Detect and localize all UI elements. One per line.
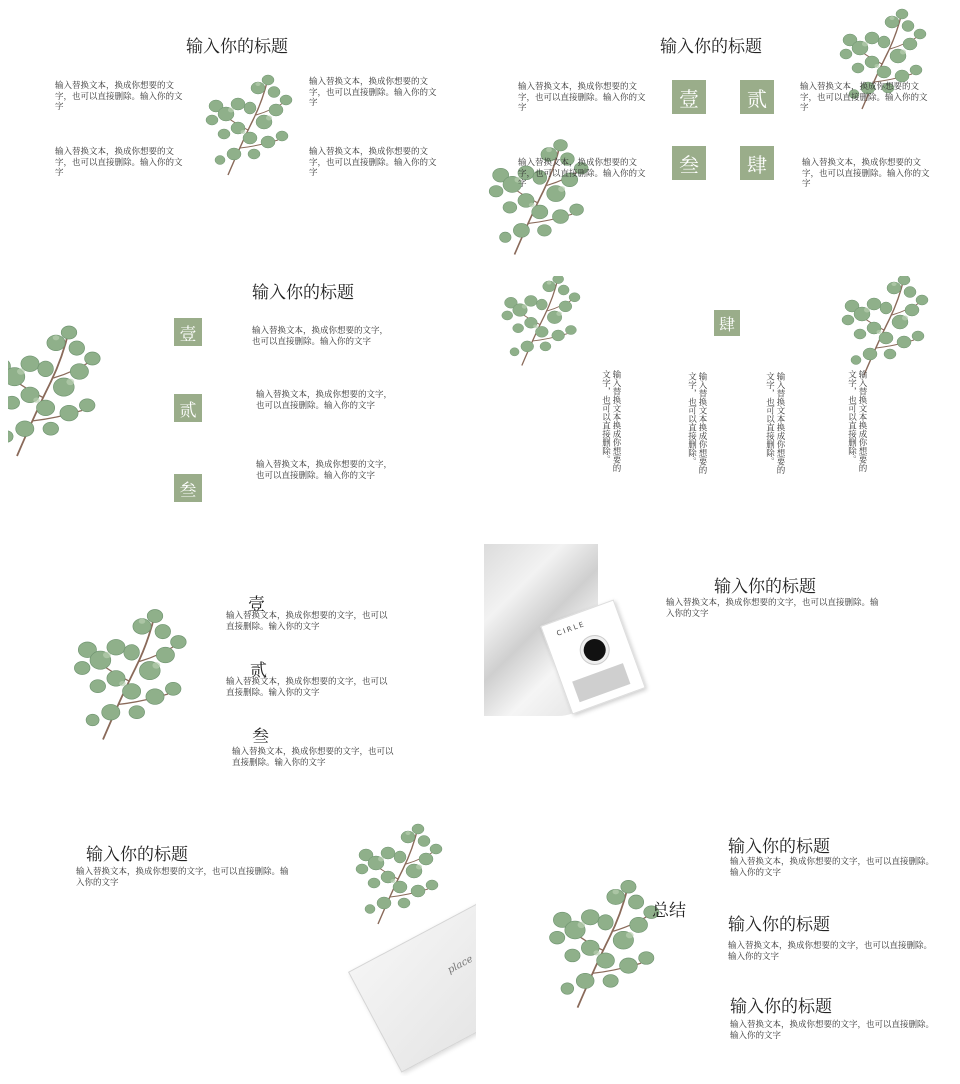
number-box: 肆 (714, 310, 740, 336)
number-box: 贰 (174, 394, 202, 422)
body-text: 输入替换文本，换成你想要的文字，也可以直接删除。输入你的文字 (226, 677, 388, 698)
body-text: 输入替换文本，换成你想要的文字，也可以直接删除。输入你的文字 (730, 857, 935, 878)
number-box: 叁 (672, 146, 706, 180)
slide-8 (484, 812, 952, 1076)
eucalyptus-icon (198, 70, 298, 180)
vertical-text: 输入替换文本换成你想要的文字，也可以直接删除。 (600, 370, 621, 472)
item-number: 壹 (248, 595, 265, 615)
eucalyptus-icon (484, 276, 600, 370)
eucalyptus-icon (484, 132, 595, 262)
vertical-text: 输入替换文本换成你想要的文字，也可以直接删除。 (686, 372, 707, 474)
slide-1 (8, 8, 476, 266)
slide-title: 输入你的标题 (252, 283, 354, 303)
slide-title: 输入你的标题 (714, 577, 816, 597)
eucalyptus-icon (538, 874, 668, 1014)
item-title: 输入你的标题 (728, 837, 830, 857)
body-text: 输入替换文本，换成你想要的文字，也可以直接删除。输入你的文字 (55, 81, 183, 112)
slide-6 (484, 544, 952, 802)
body-text: 输入替换文本，换成你想要的文字，也可以直接删除。输入你的文字 (232, 747, 394, 768)
body-text: 输入替换文本，换成你想要的文字，也可以直接删除。输入你的文字 (728, 941, 933, 962)
vertical-text: 输入替换文本换成你想要的文字，也可以直接删除。 (846, 370, 867, 472)
slide-7 (8, 812, 476, 1076)
eucalyptus-icon (64, 602, 194, 747)
slide-title: 输入你的标题 (186, 37, 288, 57)
notebook-label: place (445, 953, 475, 977)
item-title: 输入你的标题 (730, 997, 832, 1017)
item-title: 输入你的标题 (728, 915, 830, 935)
vertical-text: 输入替换文本换成你想要的文字，也可以直接删除。 (764, 372, 785, 474)
slide-5 (8, 544, 476, 802)
eucalyptus-icon (8, 306, 108, 476)
body-text: 输入替换文本，换成你想要的文字，也可以直接删除。输入你的文字 (666, 598, 879, 619)
body-text: 输入替换文本，换成你想要的文字，也可以直接删除。输入你的文字 (256, 390, 393, 411)
item-number: 叁 (252, 727, 269, 747)
eucalyptus-icon (824, 276, 944, 380)
body-text: 输入替换文本，换成你想要的文字，也可以直接删除。输入你的文字 (800, 82, 928, 113)
number-box: 肆 (740, 146, 774, 180)
number-box: 贰 (740, 80, 774, 114)
coffee-cup-icon (577, 632, 613, 668)
card-label: CIRLE (555, 619, 587, 638)
body-text: 输入替换文本，换成你想要的文字，也可以直接删除。输入你的文字 (309, 147, 437, 178)
body-text: 输入替换文本，换成你想要的文字，也可以直接删除。输入你的文字 (256, 460, 393, 481)
number-box: 壹 (174, 318, 202, 346)
slide-title: 输入你的标题 (660, 37, 762, 57)
eucalyptus-icon (348, 814, 448, 934)
slide-2 (484, 8, 952, 266)
body-text: 输入替换文本，换成你想要的文字，也可以直接删除。输入你的文字 (518, 158, 646, 189)
item-number: 贰 (250, 661, 267, 681)
body-text: 输入替换文本，换成你想要的文字，也可以直接删除。输入你的文字 (802, 158, 930, 189)
slide-title: 输入你的标题 (86, 845, 188, 865)
body-text: 输入替换文本，换成你想要的文字，也可以直接删除。输入你的文字 (76, 867, 289, 888)
photo-thumbnail (572, 663, 630, 702)
summary-label: 总结 (652, 901, 686, 921)
body-text: 输入替换文本，换成你想要的文字，也可以直接删除。输入你的文字 (252, 326, 389, 347)
number-box: 叁 (174, 474, 202, 502)
body-text: 输入替换文本，换成你想要的文字，也可以直接删除。输入你的文字 (518, 82, 646, 113)
body-text: 输入替换文本，换成你想要的文字，也可以直接删除。输入你的文字 (226, 611, 388, 632)
slide-3 (8, 276, 476, 534)
number-box: 壹 (672, 80, 706, 114)
body-text: 输入替换文本，换成你想要的文字，也可以直接删除。输入你的文字 (730, 1020, 935, 1041)
body-text: 输入替换文本，换成你想要的文字，也可以直接删除。输入你的文字 (309, 77, 437, 108)
slide-4 (484, 276, 952, 534)
body-text: 输入替换文本，换成你想要的文字，也可以直接删除。输入你的文字 (55, 147, 183, 178)
